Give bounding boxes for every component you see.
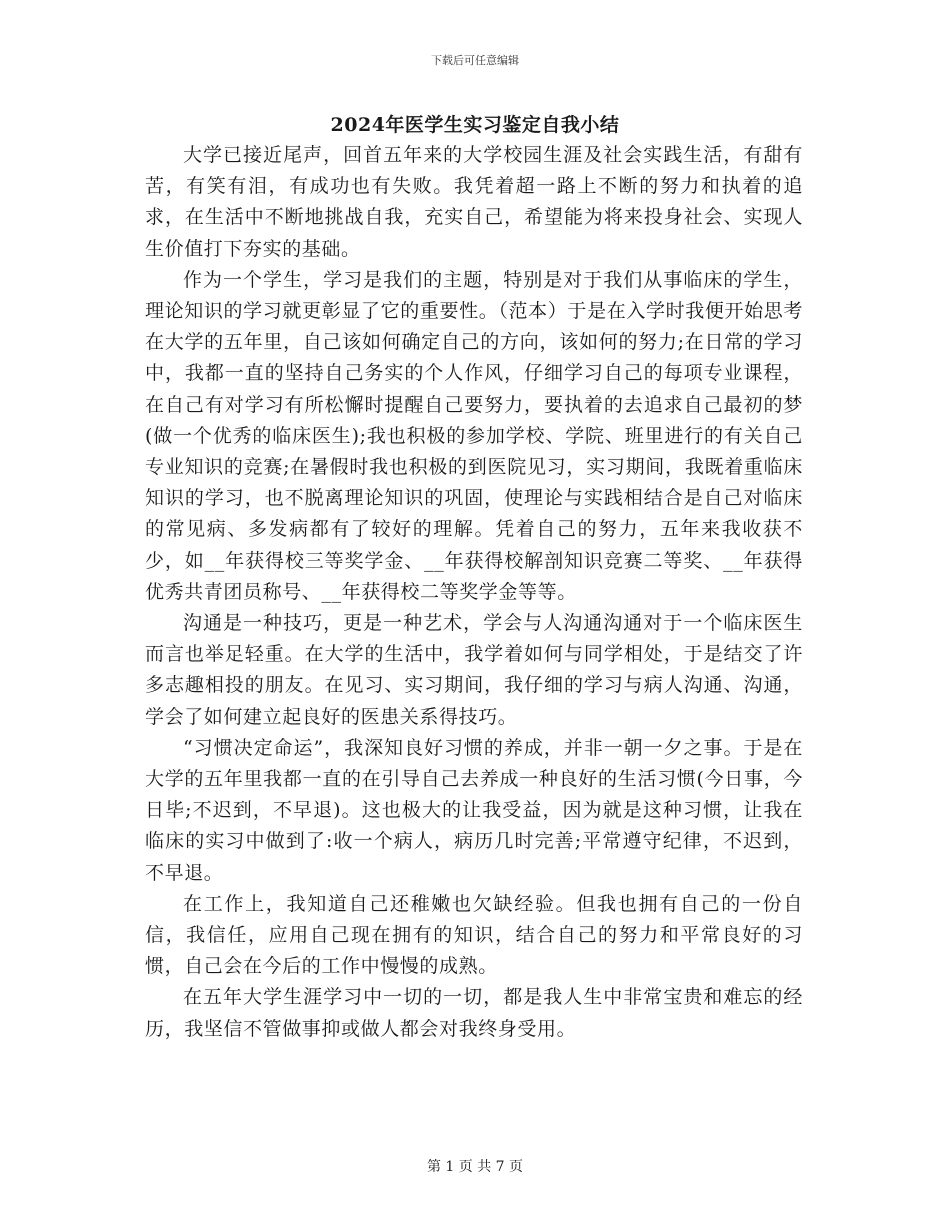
paragraph-conclusion: 在五年大学生涯学习中一切的一切，都是我人生中非常宝贵和难忘的经历，我坚信不管做事抑或做人都会对我终身受用。 <box>145 986 803 1040</box>
paragraph-intro: 大学已接近尾声，回首五年来的大学校园生涯及社会实践生活，有甜有苦，有笑有泪，有成功也有失败。我凭着超一路上不断的努力和执着的追求，在生活中不断地挑战自我，充实自己，希望能为将来投身社会、实现人生价值打下夯实的基础。 <box>145 144 803 260</box>
paragraph-work: 在工作上，我知道自己还稚嫩也欠缺经验。但我也拥有自己的一份自信，我信任，应用自己现在拥有的知识，结合自己的努力和平常良好的习惯，自己会在今后的工作中慢慢的成熟。 <box>145 892 803 978</box>
page-header-note: 下载后可任意编辑 <box>431 54 519 67</box>
paragraph-habits: “习惯决定命运”，我深知良好习惯的养成，并非一朝一夕之事。于是在大学的五年里我都一直的在引导自己去养成一种良好的生活习惯(今日事，今日毕;不迟到，不早退)。这也极大的让我受益，因为就是这种习惯，让我在临床的实习中做到了:收一个病人，病历几时完善;平常遵守纪律，不迟到，不早退。 <box>145 736 803 884</box>
page-number: 第 1 页 共 7 页 <box>426 1159 524 1175</box>
paragraph-communication: 沟通是一种技巧，更是一种艺术，学会与人沟通沟通对于一个临床医生而言也举足轻重。在大学的生活中，我学着如何与同学相处，于是结交了许多志趣相投的朋友。在见习、实习期间，我仔细的学习与病人沟通、沟通，学会了如何建立起良好的医患关系得技巧。 <box>145 612 803 728</box>
document-title: 2024年医学生实习鉴定自我小结 <box>330 114 620 136</box>
paragraph-study: 作为一个学生，学习是我们的主题，特别是对于我们从事临床的学生，理论知识的学习就更彰显了它的重要性。（范本）于是在入学时我便开始思考在大学的五年里，自己该如何确定自己的方向，该如何的努力;在日常的学习中，我都一直的坚持自己务实的个人作风，仔细学习自己的每项专业课程，在自己有对学习有所松懈时提醒自己要努力，要执着的去追求自己最初的梦(做一个优秀的临床医生);我也积极的参加学校、学院、班里进行的有关自己专业知识的竞赛;在暑假时我也积极的到医院见习，实习期间，我既着重临床知识的学习，也不脱离理论知识的巩固，使理论与实践相结合是自己对临床的常见病、多发病都有了较好的理解。凭着自己的努力，五年来我收获不少，如__年获得校三等奖学金、__年获得校解剖知识竞赛二等奖、__年获得优秀共青团员称号、__年获得校二等奖学金等等。 <box>145 268 803 603</box>
document-body <box>145 140 803 1045</box>
